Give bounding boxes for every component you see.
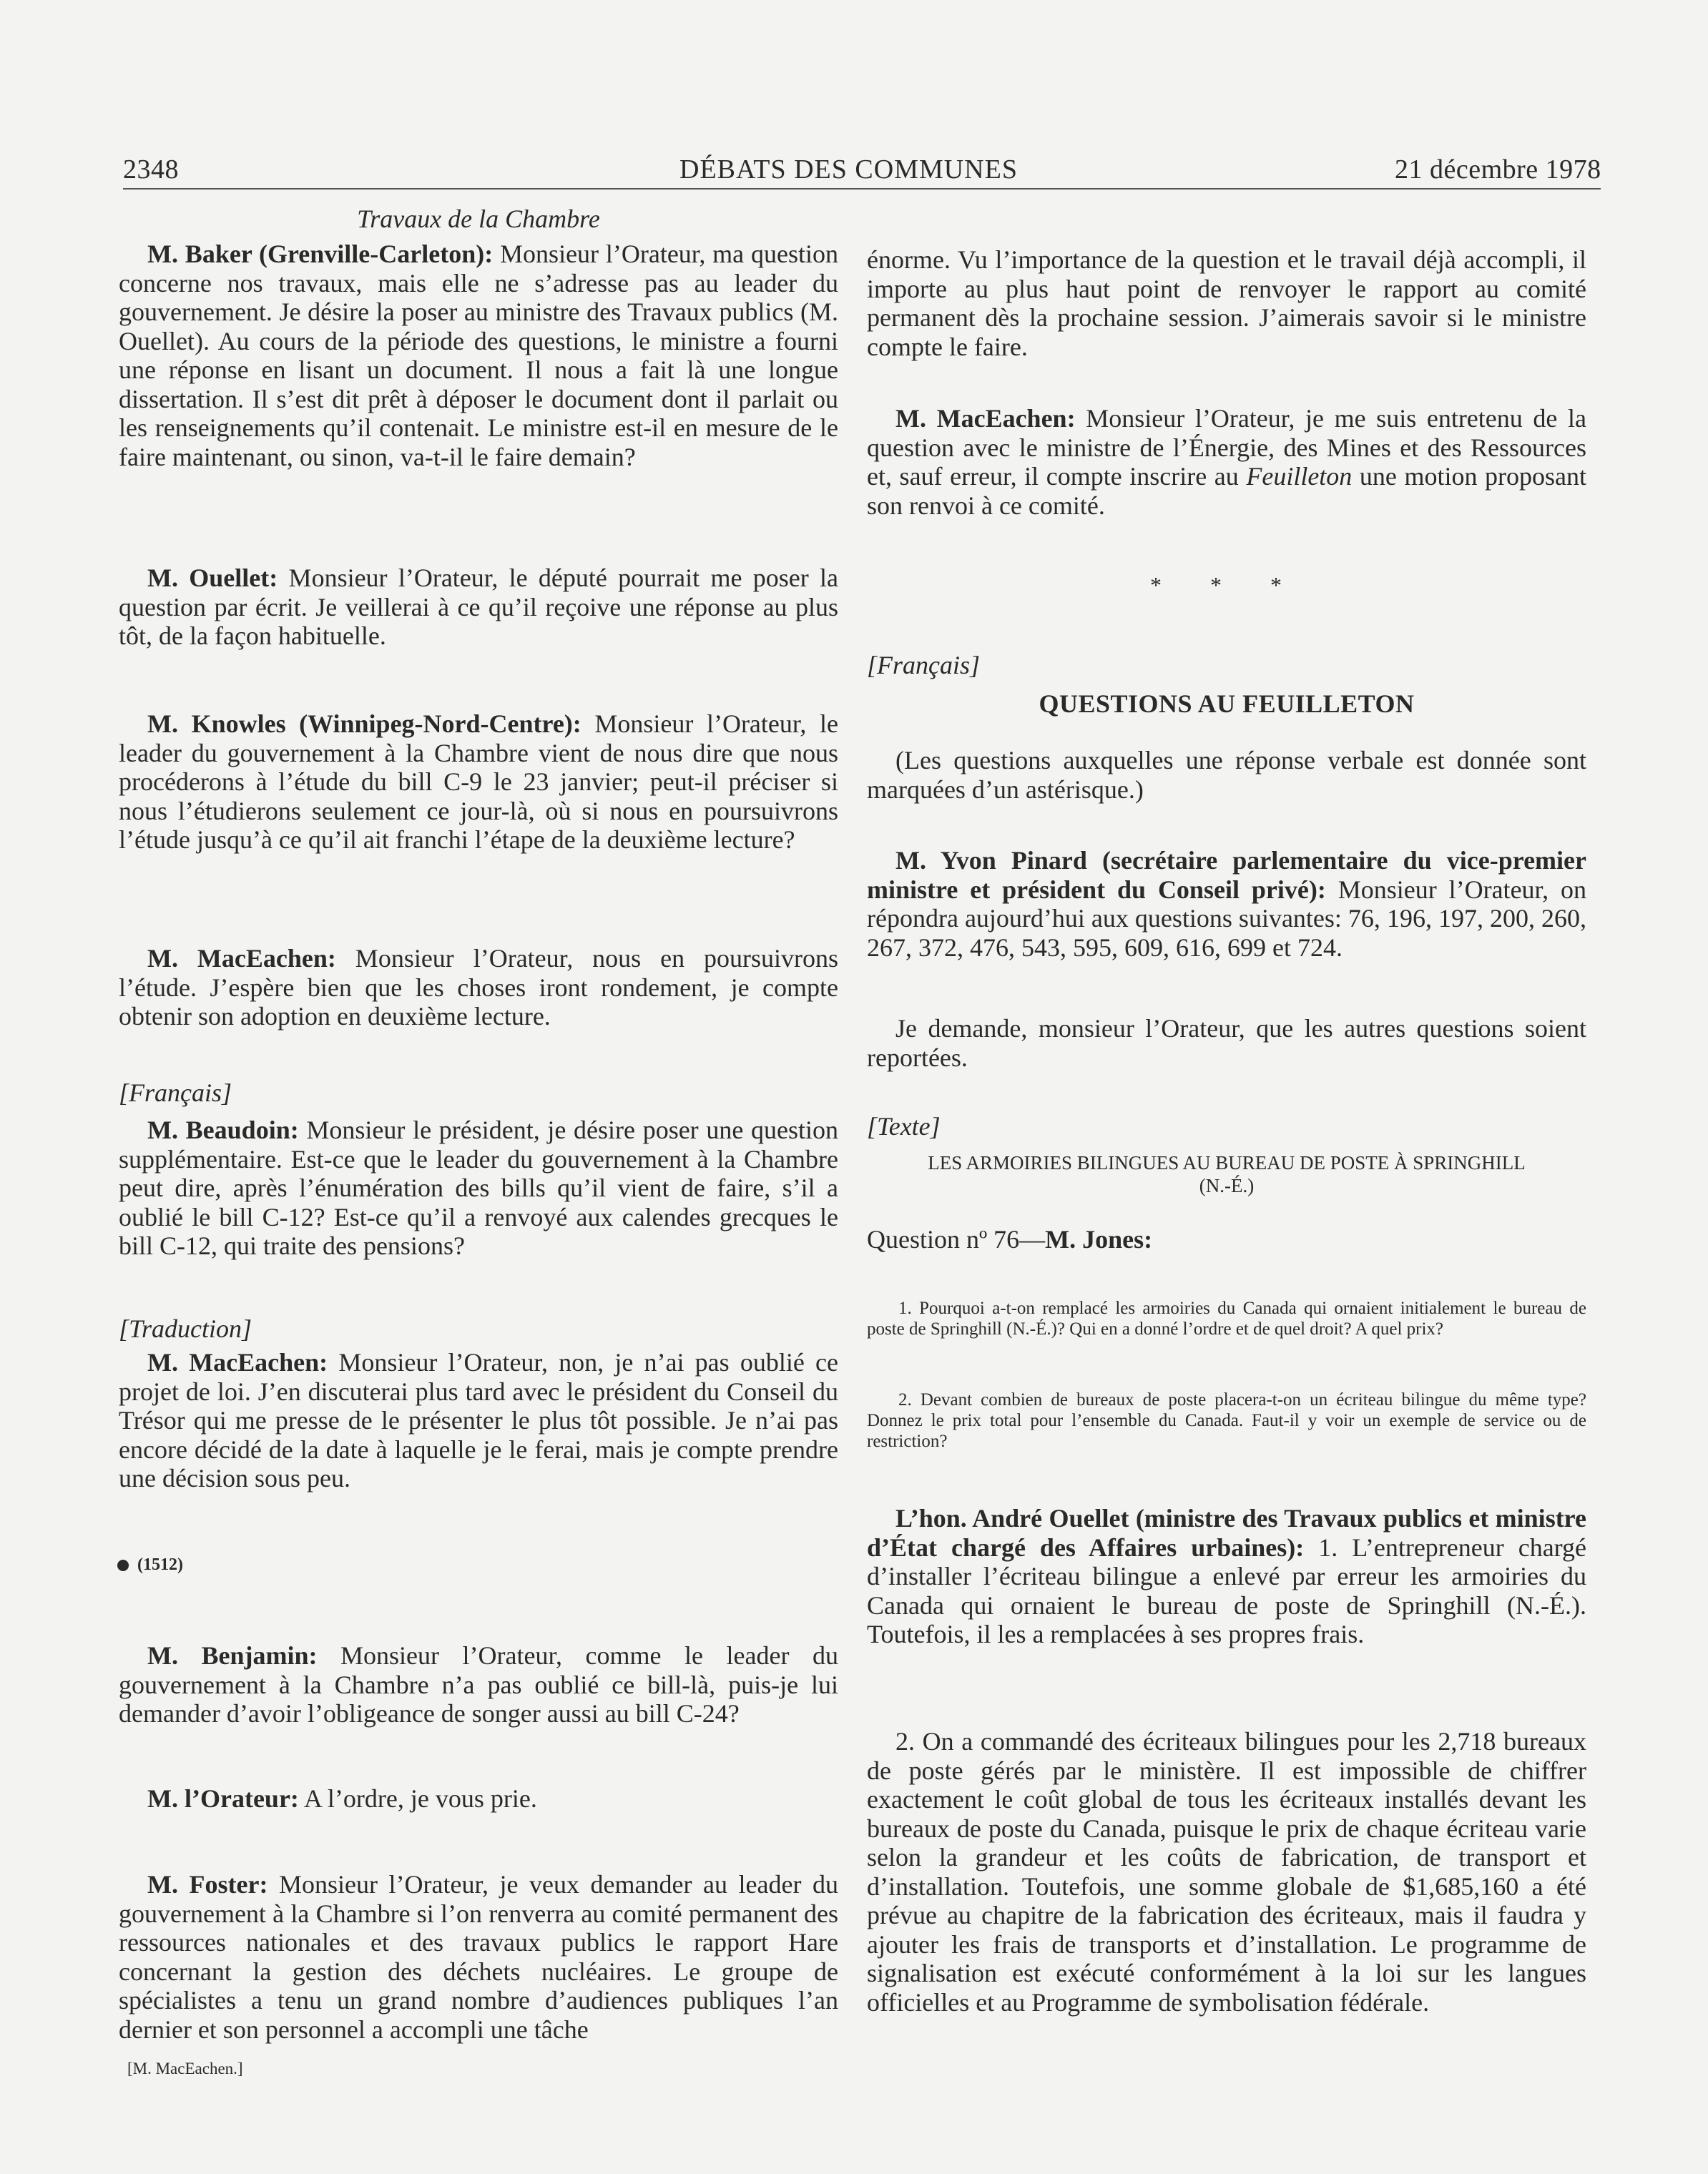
paragraph-answer-2: 2. On a commandé des écriteaux bilingues pour les 2,718 bureaux de poste gérés par le ministère. Il est impossible de chiffrer exactement le coût global de tous les écriteaux installés devant les bureaux de poste du Canada, puisque le prix de chaque écriteau varie selon la grandeur et les coûts de fabrication, de transport et d’installation. Toutefois, une somme globale de $1,685,160 a été prévue au chapitre de la fabrication des écriteaux, mais il faudra y ajouter les frais de transports et d’installation. Le programme de signalisation est exécuté conformément à la loi sur les langues officielles et au Programme de symbolisation fédérale. [867,1727,1586,2017]
speech-text: A l’ordre, je vous prie. [298,1784,537,1813]
speech-text: Monsieur l’Orateur, nous en poursuivrons l’étude. J’espère bien que les choses iront rondement, je compte obtenir son adoption en deuxième lecture. [119,944,838,1031]
section-title: QUESTIONS AU FEUILLETON [1039,689,1415,718]
translation-note: [Traduction] [119,1314,252,1343]
speech-text: Monsieur l’Orateur, on répondra aujourd’hui aux questions suivantes: 76, 196, 197, 200, 260, 267, 372, 476, 543, 595, 609, 616, 699 et 724. [867,875,1586,962]
speaker-name: M. Knowles (Winnipeg-Nord-Centre): [147,709,581,738]
journal-title: DÉBATS DES COMMUNES [679,154,1018,185]
speech-text: Monsieur le président, je désire poser une question supplémentaire. Est-ce que le leader du gouvernement à la Chambre peut dire, après l’énumération des bills qu’il vient de faire, s’il a oublié le bill C-12? Est-ce qu’il a renvoyé aux calendes grecques le bill C-12, qui traite des pensions? [119,1116,839,1260]
speaker-name: M. MacEachen: [895,404,1076,433]
speaker-name: M. Benjamin: [147,1641,318,1670]
paragraph-maceachen-2 [119,1348,838,1493]
speaker-name: M. Ouellet: [147,564,278,592]
language-note: [Français] [867,651,981,679]
speech-text: Monsieur l’Orateur, non, je n’ai pas oublié ce projet de loi. J’en discuterai plus tard avec le président du Conseil du Trésor qui me presse de le présenter le plus tôt possible. Je n’ai pas encore décidé de la date à laquelle je le ferai, mais je compte prendre une décision sous peu. [119,1348,838,1492]
paragraph-request: Je demande, monsieur l’Orateur, que les autres questions soient reportées. [867,1014,1586,1072]
page-date: 21 décembre 1978 [1395,154,1601,185]
speaker-name: M. MacEachen: [147,1348,328,1377]
speaker-name: M. MacEachen: [147,944,336,973]
paragraph-benjamin [119,1641,838,1728]
paragraph-foster-continued: énorme. Vu l’importance de la question et le travail déjà accompli, il importe au plus haut point de renvoyer le rapport au comité permanent dès la prochaine session. J’aimerais savoir si le ministre compte le faire. [867,245,1586,361]
time-marker: (1512) [117,1555,837,1575]
speaker-name: M. Beaudoin: [147,1116,299,1144]
question-item-1: 1. Pourquoi a-t-on remplacé les armoiries du Canada qui ornaient initialement le bureau de poste de Springhill (N.-É.)? Qui en a donné l’ordre et de quel droit? A quel prix? [867,1299,1586,1339]
speaker-name: L’hon. André Ouellet (ministre des Travaux publics et ministre d’État chargé des Affaires urbaines): [867,1504,1586,1562]
speech-text: Monsieur l’Orateur, comme le leader du gouvernement à la Chambre n’a pas oublié ce bill-là, puis-je lui demander d’avoir l’obligeance de songer aussi au bill C-24? [119,1641,839,1728]
question-heading: Question nº 76—M. Jones: [867,1225,1153,1254]
text-note: [Texte] [867,1112,941,1141]
paragraph-maceachen-1 [119,944,838,1031]
speaker-name: M. l’Orateur: [147,1784,299,1813]
paragraph-ouellet [119,564,838,651]
speaker-name: M. Yvon Pinard (secrétaire parlementaire du vice-premier ministre et président du Conseil privé): [867,846,1586,904]
section-separator: * * * [1150,572,1303,598]
footer-note: [M. MacEachen.] [127,2060,243,2077]
paragraph-beaudoin [119,1116,838,1261]
speech-text: Monsieur l’Orateur, le député pourrait me poser la question par écrit. Je veillerai à ce qu’il reçoive une réponse au plus tôt, de la façon habituelle. [119,564,838,650]
paragraph-orateur [119,1784,838,1814]
paragraph-pinard [867,846,1586,962]
speaker-name: M. Foster: [147,1870,268,1899]
paragraph-asterisk-note: (Les questions auxquelles une réponse verbale est donnée sont marquées d’un astérisque.) [867,746,1586,804]
speech-text: Monsieur l’Orateur, ma question concerne nos travaux, mais elle ne s’adresse pas au leader du gouvernement. Je désire la poser au ministre des Travaux publics (M. Ouellet). Au cours de la période des questions, le ministre a fourni une réponse en lisant un document. Il nous a fait là une longue dissertation. Il s’est dit prêt à déposer le document dont il parlait ou les renseignements qu’il contenait. Le ministre est-il en mesure de le faire maintenant, ou sinon, va-t-il le faire demain? [119,240,838,471]
language-note: [Français] [119,1078,232,1107]
bullet-icon [117,1560,129,1571]
section-heading: Travaux de la Chambre [357,205,600,233]
paragraph-baker [119,240,838,471]
speaker-name: M. Baker (Grenville-Carleton): [147,240,494,268]
page-number: 2348 [123,154,179,185]
paragraph-foster [119,1870,838,2044]
question-item-2: 2. Devant combien de bureaux de poste placera-t-on un écriteau bilingue du même type? Donnez le prix total pour l’ensemble du Canada. Faut-il y voir un exemple de service ou de restriction? [867,1390,1586,1451]
question-subject: LES ARMOIRIES BILINGUES AU BUREAU DE POSTE À SPRINGHILL (N.-É.) [928,1152,1526,1196]
header-divider [123,188,1601,190]
speech-text: Monsieur l’Orateur, je veux demander au leader du gouvernement à la Chambre si l’on renverra au comité permanent des ressources nationales et des travaux publics le rapport Hare concernant la gestion des déchets nucléaires. Le groupe de spécialistes a tenu un grand nombre d’audiences publiques l’an dernier et son personnel a accompli une tâche [119,1870,838,2044]
paragraph-maceachen-3: M. MacEachen: Monsieur l’Orateur, je me suis entretenu de la question avec le ministre de l’Énergie, des Mines et des Ressources et, sauf erreur, il compte inscrire au Feuilleton une motion proposant son renvoi à ce comité. [867,404,1587,520]
speech-text: Monsieur l’Orateur, le leader du gouvernement à la Chambre vient de nous dire que nous procéderons à l’étude du bill C-9 le 23 janvier; peut-il préciser si nous l’étudierons seulement ce jour-là, où si nous en poursuivrons l’étude jusqu’à ce qu’il ait franchi l’étape de la deuxième lecture? [119,709,839,854]
paragraph-knowles [119,709,838,855]
speech-text: 1. L’entrepreneur chargé d’installer l’écriteau bilingue a enlevé par erreur les armoiries du Canada qui ornaient le bureau de poste de Springhill (N.-É.). Toutefois, il les a remplacées à ses propres frais. [867,1533,1586,1648]
paragraph-ouellet-answer [867,1504,1586,1649]
